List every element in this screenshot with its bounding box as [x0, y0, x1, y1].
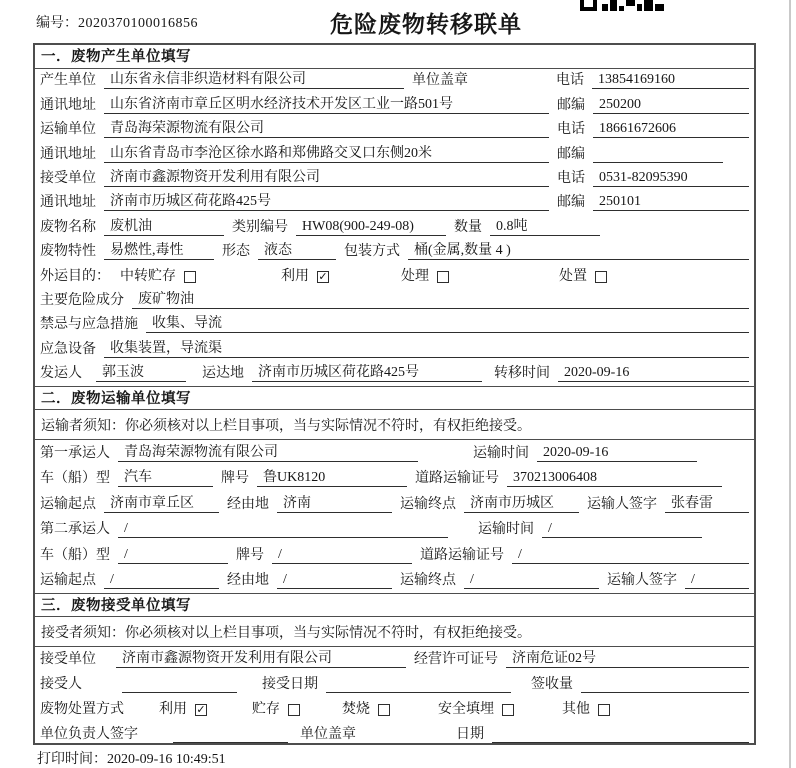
field-label: 邮编 [557, 97, 585, 113]
carrier2-date-value: / [542, 520, 702, 538]
form-row [35, 362, 754, 386]
waste-property-value: 易燃性,毒性 [104, 242, 214, 260]
form-row [35, 491, 754, 517]
field-label: 第一承运人 [40, 445, 110, 461]
section-3-title: 三．废物接受单位填写 [35, 593, 754, 617]
field-label: 运达地 [202, 366, 244, 382]
form-row [35, 191, 754, 215]
form-row [35, 542, 754, 568]
carrier2-plate-value: / [272, 546, 412, 564]
receiver-address-value: 济南市历城区荷花路425号 [104, 193, 549, 211]
form-row [35, 142, 754, 166]
checkbox-s1-dispose-icon [595, 271, 607, 283]
carrier2-name-value: / [118, 520, 448, 538]
field-label: 道路运输证号 [420, 547, 504, 563]
field-label: 安全填埋 [438, 702, 494, 718]
field-label: 类别编号 [232, 219, 288, 235]
section-1-title: 一．废物产生单位填写 [35, 45, 754, 69]
field-label: 运输单位 [40, 122, 96, 138]
field-label: 外运目的： [40, 268, 110, 284]
page-title: 危险废物转移联单 [330, 12, 522, 37]
field-label: 运输人签字 [607, 573, 677, 589]
field-label: 中转贮存 [120, 268, 176, 284]
field-label: 利用 [281, 268, 309, 284]
form-row [35, 289, 754, 313]
field-label: 经由地 [227, 573, 269, 589]
carrier1-vehicle-value: 汽车 [118, 469, 213, 487]
print-time [37, 748, 226, 768]
waste-name-value: 废机油 [104, 218, 224, 236]
field-label: 处理 [401, 268, 429, 284]
field-label: 单位盖章 [412, 73, 468, 89]
waste-packaging-value: 桶(金属,数量 4 ) [408, 242, 749, 260]
section-2-rows [35, 440, 754, 593]
form-row [35, 440, 754, 466]
field-label: 包装方式 [344, 244, 400, 260]
producer-address-value: 山东省济南市章丘区明水经济技术开发区工业一路501号 [104, 96, 549, 114]
section-2-note: 运输者须知：你必须核对以上栏目事项，当与实际情况不符时，有权拒绝接受。 [35, 410, 754, 440]
field-label: 电话 [557, 170, 585, 186]
producer-zip-value: 250200 [593, 96, 749, 114]
field-label: 道路运输证号 [415, 471, 499, 487]
signed-quantity-value [581, 676, 749, 693]
field-label: 禁忌与应急措施 [40, 317, 138, 333]
form-row [35, 215, 754, 239]
carrier1-date-value: 2020-09-16 [537, 444, 697, 462]
page-edge [789, 0, 791, 768]
checkbox-s3-utilize-icon: ✓ [196, 703, 206, 717]
field-label: 日期 [456, 727, 484, 743]
field-label: 废物特性 [40, 244, 96, 260]
transporter-name-value: 青岛海荣源物流有限公司 [104, 120, 549, 138]
field-label: 转移时间 [494, 366, 550, 382]
field-label: 单位盖章 [300, 727, 356, 743]
section-3-note: 接受者须知：你必须核对以上栏目事项，当与实际情况不符时，有权拒绝接受。 [35, 617, 754, 647]
field-label: 运输时间 [473, 445, 529, 461]
serial-value: 2020370100016856 [78, 16, 198, 31]
field-label: 应急设备 [40, 341, 96, 357]
serial-number [36, 12, 198, 32]
checkbox-s3-storage-icon [288, 704, 300, 716]
field-label: 废物名称 [40, 219, 96, 235]
field-label: 车（船）型 [40, 547, 110, 563]
carrier1-via-value: 济南 [277, 495, 392, 513]
destination-value: 济南市历城区荷花路425号 [252, 364, 482, 382]
carrier2-vehicle-value: / [118, 546, 228, 564]
emergency-measures-value: 收集、导流 [146, 315, 749, 333]
checkbox-s1-treat-icon [437, 271, 449, 283]
form-row [35, 517, 754, 543]
field-label: 第二承运人 [40, 522, 110, 538]
field-label: 运输终点 [400, 573, 456, 589]
form-row [35, 118, 754, 142]
license-no-value: 济南危证02号 [506, 650, 749, 668]
transporter-address-value: 山东省青岛市李沧区徐水路和郑佛路交叉口东侧20米 [104, 145, 549, 163]
responsible-signature-value [173, 726, 288, 743]
accept-unit-value: 济南市鑫源物资开发利用有限公司 [116, 650, 406, 668]
field-label: 运输起点 [40, 573, 96, 589]
field-label: 邮编 [557, 146, 585, 162]
form-row [35, 722, 754, 745]
section-1-rows [35, 69, 754, 386]
field-label: 发运人 [40, 366, 82, 382]
stamp-date-value [492, 726, 749, 743]
field-label: 其他 [562, 702, 590, 718]
form-row [35, 697, 754, 722]
field-label: 接受单位 [40, 170, 96, 186]
carrier2-permit-value: / [512, 546, 749, 564]
manifest-form [33, 43, 756, 745]
field-label: 接受日期 [262, 677, 318, 693]
waste-form-value: 液态 [258, 242, 336, 260]
form-row [35, 568, 754, 594]
carrier1-name-value: 青岛海荣源物流有限公司 [118, 444, 418, 462]
field-label: 签收量 [531, 677, 573, 693]
dispatcher-value: 郭玉波 [96, 364, 186, 382]
field-label: 贮存 [252, 702, 280, 718]
field-label: 接受人 [40, 677, 82, 693]
form-row [35, 240, 754, 264]
accept-person-value [122, 676, 237, 693]
form-row [35, 264, 754, 288]
field-label: 运输人签字 [587, 496, 657, 512]
receiver-zip-value: 250101 [593, 193, 749, 211]
transporter-phone-value: 18661672606 [593, 120, 749, 138]
form-row [35, 167, 754, 191]
field-label: 车（船）型 [40, 471, 110, 487]
field-label: 单位负责人签字 [40, 727, 138, 743]
section-2-title: 二．废物运输单位填写 [35, 386, 754, 410]
field-label: 牌号 [236, 547, 264, 563]
form-row [35, 313, 754, 337]
producer-name-value: 山东省永信非织造材料有限公司 [104, 71, 404, 89]
form-row [35, 93, 754, 117]
carrier2-via-value: / [277, 571, 392, 589]
field-label: 主要危险成分 [40, 292, 124, 308]
field-label: 牌号 [221, 471, 249, 487]
carrier2-origin-value: / [104, 571, 219, 589]
carrier1-signature-value: 张春雷 [665, 495, 749, 513]
field-label: 数量 [454, 219, 482, 235]
transporter-zip-value [593, 146, 723, 163]
field-label: 通讯地址 [40, 146, 96, 162]
form-row [35, 647, 754, 672]
field-label: 利用 [159, 702, 187, 718]
field-label: 焚烧 [342, 702, 370, 718]
field-label: 经由地 [227, 496, 269, 512]
accept-date-value [326, 676, 511, 693]
field-label: 运输时间 [478, 522, 534, 538]
form-row [35, 672, 754, 697]
emergency-equipment-value: 收集装置，导流渠 [104, 340, 749, 358]
receiver-phone-value: 0531-82095390 [593, 169, 749, 187]
waste-quantity-value: 0.8吨 [490, 218, 600, 236]
field-label: 接受单位 [40, 652, 96, 668]
field-label: 通讯地址 [40, 97, 96, 113]
producer-phone-value: 13854169160 [592, 71, 749, 89]
form-row [35, 69, 754, 93]
carrier1-origin-value: 济南市章丘区 [104, 495, 219, 513]
carrier2-signature-value: / [685, 571, 749, 589]
form-row [35, 466, 754, 492]
carrier2-end-value: / [464, 571, 599, 589]
print-time-label: 打印时间： [37, 752, 107, 767]
field-label: 形态 [222, 244, 250, 260]
checkbox-s3-landfill-icon [502, 704, 514, 716]
checkbox-s3-other-icon [598, 704, 610, 716]
serial-label: 编号： [36, 16, 78, 31]
field-label: 电话 [557, 122, 585, 138]
print-time-value: 2020-09-16 10:49:51 [107, 752, 226, 767]
field-label: 电话 [556, 73, 584, 89]
form-row [35, 337, 754, 361]
field-label: 废物处置方式 [40, 702, 124, 718]
receiver-name-value: 济南市鑫源物资开发利用有限公司 [104, 169, 549, 187]
transfer-date-value: 2020-09-16 [558, 364, 749, 382]
field-label: 处置 [559, 268, 587, 284]
field-label: 通讯地址 [40, 195, 96, 211]
hazard-components-value: 废矿物油 [132, 291, 749, 309]
section-3-rows [35, 647, 754, 745]
field-label: 运输起点 [40, 496, 96, 512]
field-label: 运输终点 [400, 496, 456, 512]
carrier1-end-value: 济南市历城区 [464, 495, 579, 513]
qr-code-icon [580, 0, 664, 11]
field-label: 经营许可证号 [414, 652, 498, 668]
carrier1-plate-value: 鲁UK8120 [257, 469, 407, 487]
field-label: 邮编 [557, 195, 585, 211]
waste-code-value: HW08(900-249-08) [296, 218, 446, 236]
checkbox-s3-incinerate-icon [378, 704, 390, 716]
carrier1-permit-value: 370213006408 [507, 469, 722, 487]
checkbox-s1-utilize-icon: ✓ [318, 269, 328, 283]
checkbox-s1-transfer-storage-icon [184, 271, 196, 283]
field-label: 产生单位 [40, 73, 96, 89]
